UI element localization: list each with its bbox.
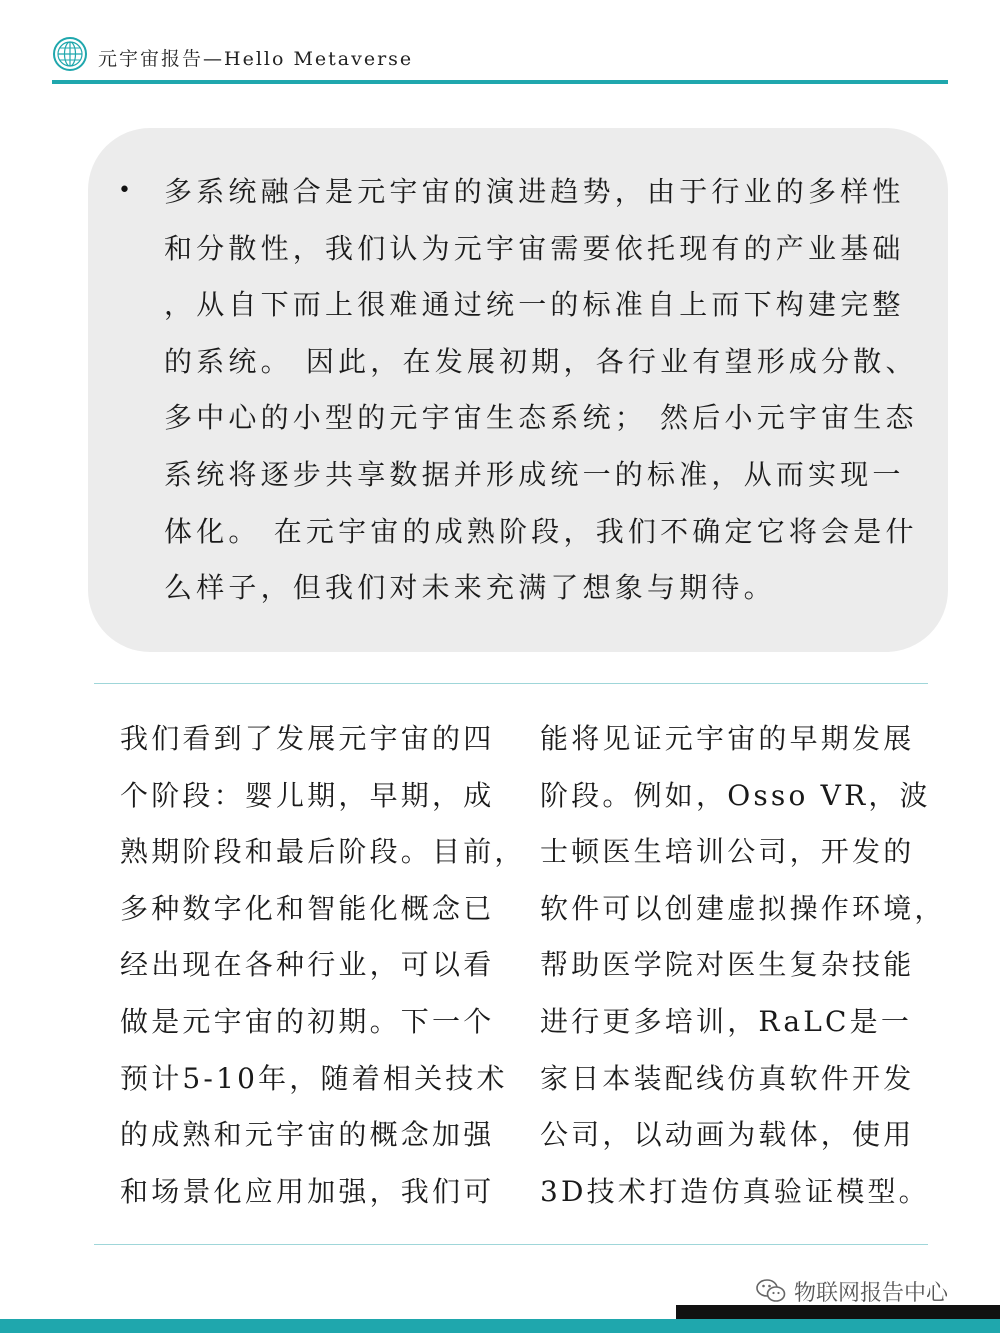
body-line: 帮助医学院对医生复杂技能 <box>540 948 915 982</box>
callout-line: 体化。 在元宇宙的成熟阶段，我们不确定它将会是什 <box>164 514 918 548</box>
page-header <box>52 36 948 82</box>
callout-line: 系统将逐步共享数据并形成统一的标准，从而实现一 <box>164 457 905 491</box>
bottom-divider <box>94 1244 928 1245</box>
callout-line: 和分散性，我们认为元宇宙需要依托现有的产业基础 <box>164 231 905 265</box>
body-line: 多种数字化和智能化概念已 <box>120 891 495 925</box>
watermark-text: 物联网报告中心 <box>794 1280 949 1306</box>
globe-logo-icon <box>52 36 88 72</box>
top-divider <box>94 683 928 684</box>
callout-line: 的系统。 因此，在发展初期，各行业有望形成分散、 <box>164 344 918 378</box>
report-title: 元宇宙报告—Hello Metaverse <box>98 48 414 70</box>
bullet-icon: • <box>118 178 131 203</box>
callout-line: 多系统融合是元宇宙的演进趋势，由于行业的多样性 <box>164 175 905 208</box>
body-line: 3D技术打造仿真验证模型。 <box>540 1174 930 1208</box>
body-line: 家日本装配线仿真软件开发 <box>540 1061 915 1095</box>
body-line: 进行更多培训，RaLC是一 <box>540 1004 913 1038</box>
body-line: 和场景化应用加强，我们可 <box>120 1174 495 1208</box>
source-watermark <box>756 1276 948 1306</box>
body-line: 公司，以动画为载体，使用 <box>540 1118 915 1152</box>
wechat-icon <box>756 1278 786 1304</box>
body-line: 做是元宇宙的初期。下一个 <box>120 1004 495 1038</box>
body-line: 阶段。例如，Osso VR，波 <box>540 778 931 812</box>
callout-line: 多中心的小型的元宇宙生态系统； 然后小元宇宙生态 <box>164 401 918 435</box>
body-line: 软件可以创建虚拟操作环境， <box>540 891 946 925</box>
body-line: 能将见证元宇宙的早期发展 <box>540 722 915 755</box>
callout-line: ，从自下而上很难通过统一的标准自上而下构建完整 <box>164 288 905 322</box>
body-line: 预计5-10年，随着相关技术 <box>120 1061 508 1095</box>
callout-line: 么样子，但我们对未来充满了想象与期待。 <box>164 571 776 605</box>
body-line: 我们看到了发展元宇宙的四 <box>120 722 495 755</box>
header-rule <box>52 80 948 84</box>
body-column-left <box>120 711 526 1220</box>
body-line: 的成熟和元宇宙的概念加强 <box>120 1118 495 1152</box>
body-line: 经出现在各种行业，可以看 <box>120 948 495 982</box>
callout-paragraph <box>164 164 918 617</box>
body-line: 个阶段：婴儿期，早期，成 <box>120 778 495 812</box>
footer-bar-teal <box>0 1319 1000 1333</box>
body-line: 熟期阶段和最后阶段。目前， <box>120 835 526 869</box>
body-line: 士顿医生培训公司，开发的 <box>540 835 915 869</box>
body-column-right <box>540 711 946 1220</box>
footer-bar-dark <box>676 1305 1000 1319</box>
